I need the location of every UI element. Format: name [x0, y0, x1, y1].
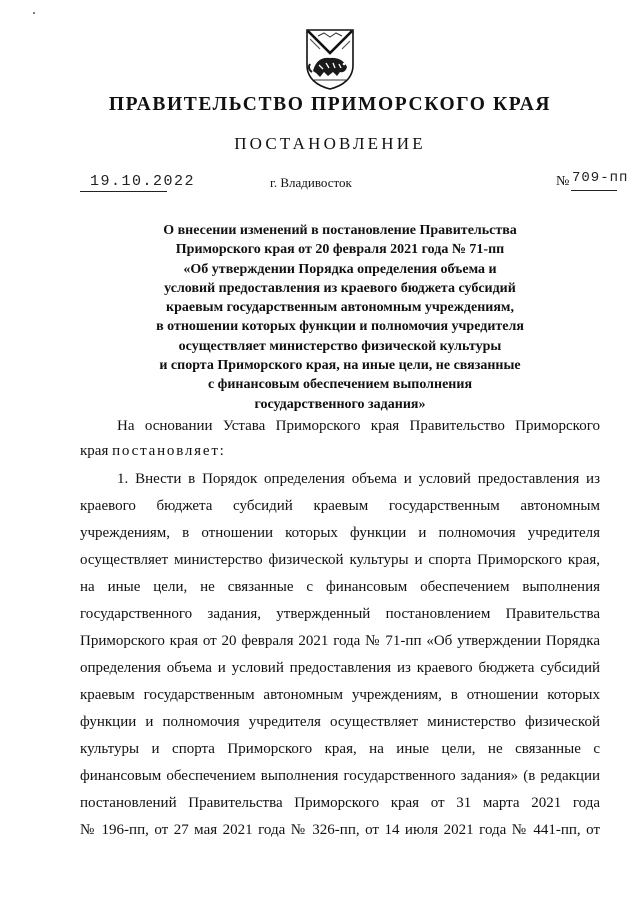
- date-underline: [80, 191, 167, 192]
- body-line: осуществляет министерство физической культуры и спорта Приморского края,: [80, 552, 600, 568]
- government-title: ПРАВИТЕЛЬСТВО ПРИМОРСКОГО КРАЯ: [108, 94, 552, 115]
- heading-line: и спорта Приморского края, на иные цели, не связанные: [159, 358, 521, 374]
- body-line: постановлений Правительства Приморского края от 31 марта 2021 года: [80, 795, 600, 811]
- document-heading: [100, 221, 580, 414]
- heading-line: в отношении которых функции и полномочия учредителя: [156, 319, 524, 335]
- body-line: На основании Устава Приморского края Правительство Приморского: [117, 418, 600, 434]
- body-line: определения объема и условий предоставления из краевого бюджета субсидий: [80, 660, 600, 676]
- heading-line: государственного задания»: [254, 396, 426, 412]
- heading-line: О внесении изменений в постановление Правительства: [163, 223, 517, 238]
- document-city: г. Владивосток: [270, 175, 352, 190]
- body-line: краевого бюджета субсидий краевым государственным автономным: [80, 498, 600, 514]
- body-line: финансовым обеспечением выполнения государственного задания» (в редакции: [80, 768, 600, 784]
- heading-line: осуществляет министерство физической культуры: [178, 338, 502, 354]
- heading-line: условий предоставления из краевого бюджета субсидий: [164, 280, 516, 296]
- document-date: 19.10.2022: [90, 173, 196, 190]
- number-sign: №: [556, 174, 570, 189]
- body-line: 1. Внести в Порядок определения объема и условий предоставления из: [117, 471, 600, 487]
- body-line: краевым государственным автономным учреждениям, в отношении которых: [80, 687, 600, 703]
- document-type: ПОСТАНОВЛЕНИЕ: [234, 134, 426, 153]
- body-line: Приморского края от 20 февраля 2021 года № 71-пп «Об утверждении Порядка: [80, 633, 600, 649]
- body-line: № 196-пп, от 27 мая 2021 года № 326-пп, от 14 июля 2021 года № 441-пп, от: [80, 822, 600, 838]
- body-line: культуры и спорта Приморского края, на иные цели, не связанные с: [80, 741, 600, 757]
- number-underline: [571, 190, 617, 191]
- document-number: 709-пп: [572, 170, 629, 186]
- body-line: функции и полномочия учредителя осуществляет министерство физической: [80, 714, 600, 730]
- body-text: края: [80, 443, 113, 459]
- body-line: на иные цели, не связанные с финансовым обеспечением выполнения: [80, 579, 600, 595]
- decree-word: постановляет:: [112, 443, 226, 459]
- heading-line: «Об утверждении Порядка определения объема и: [183, 261, 497, 277]
- heading-line: с финансовым обеспечением выполнения: [207, 377, 473, 393]
- heading-line: краевым государственным автономным учреждениям,: [166, 300, 514, 316]
- body-line: учреждениям, в отношении которых функции и полномочия учредителя: [80, 525, 600, 541]
- heading-line: Приморского края от 20 февраля 2021 года № 71-пп: [175, 242, 505, 258]
- body-line: государственного задания, утвержденный постановлением Правительства: [80, 606, 600, 622]
- scan-speck: [33, 12, 35, 14]
- body-line: [80, 443, 600, 460]
- coat-of-arms-icon: [304, 27, 356, 91]
